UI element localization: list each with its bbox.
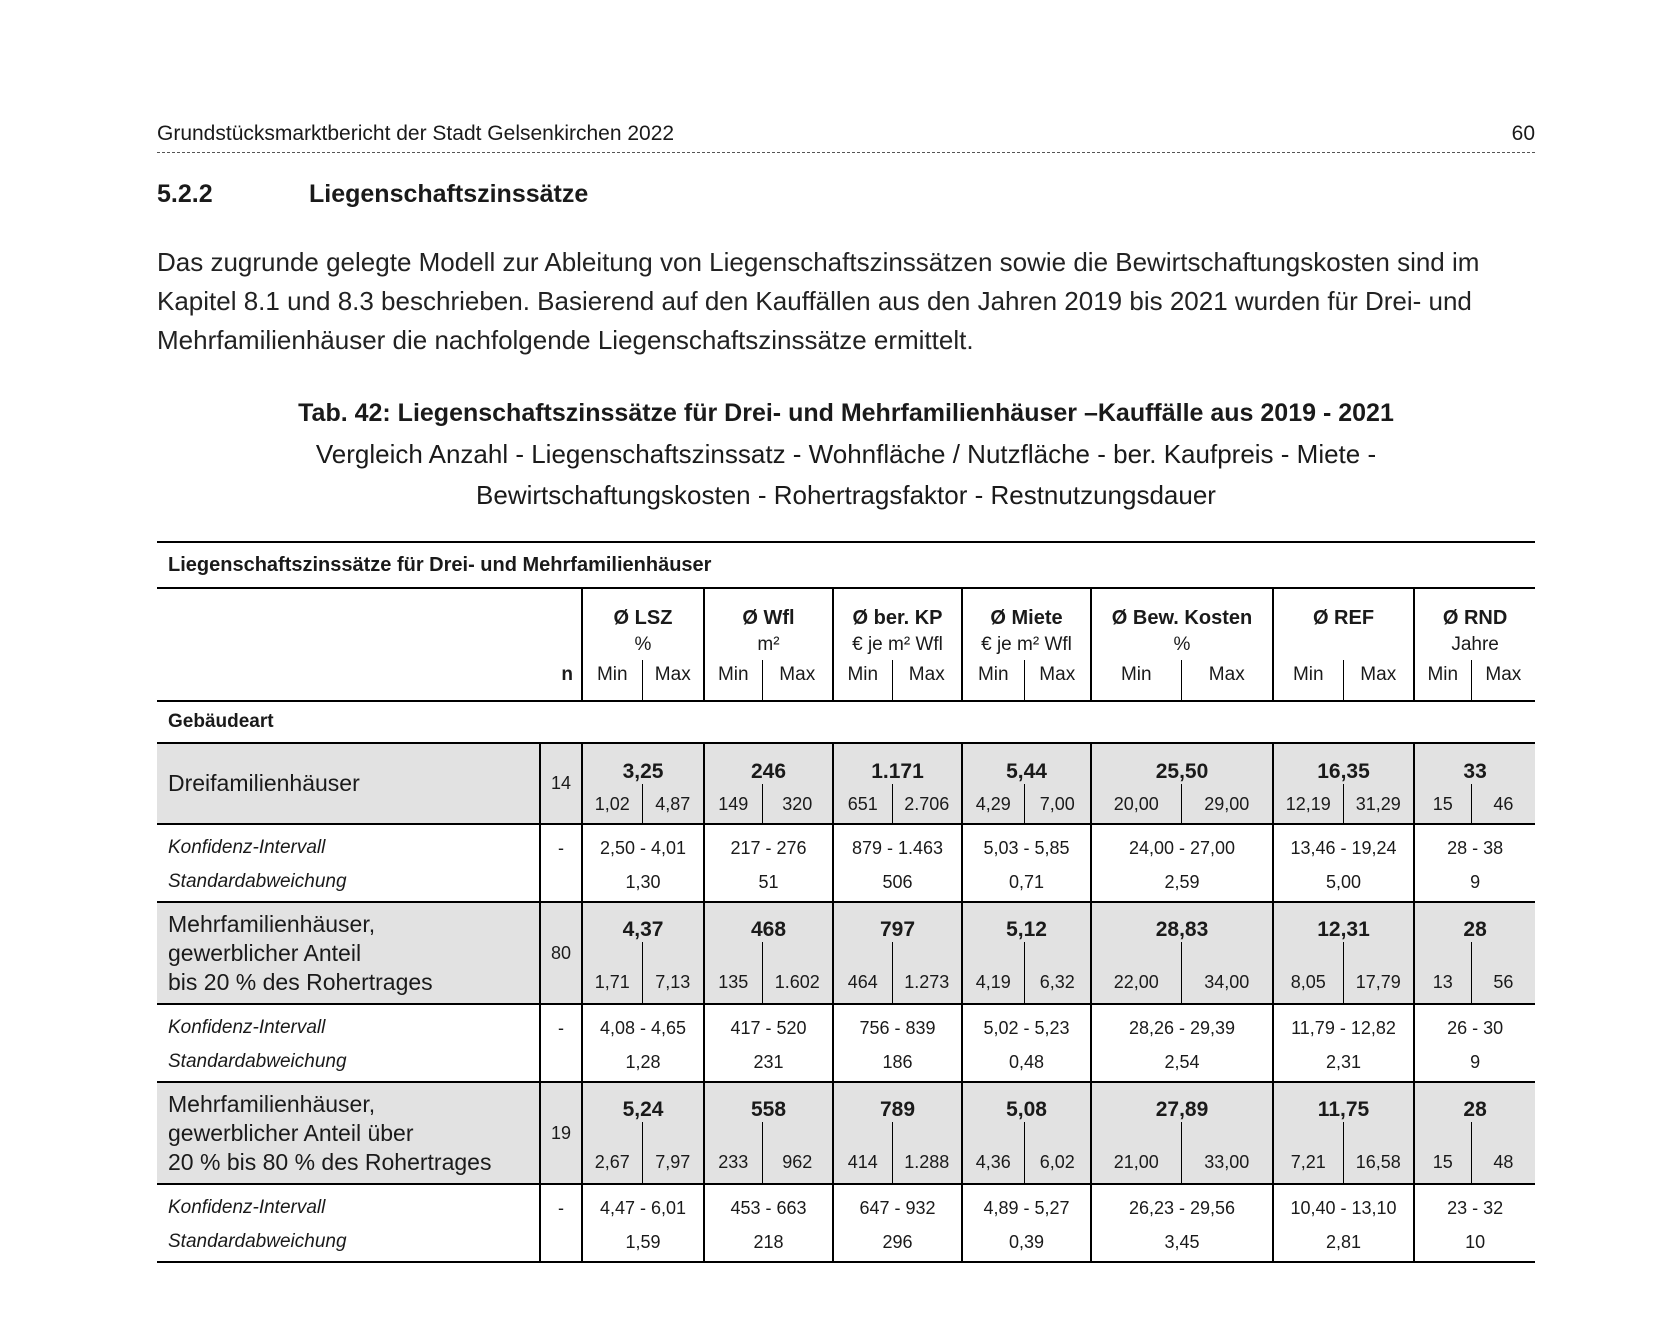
max-value: 4,87 bbox=[642, 784, 704, 824]
group-name bbox=[157, 902, 540, 1004]
intro-paragraph: Das zugrunde gelegte Modell zur Ableitung von Liegenschaftszinssätzen sowie die Bewirtschaftungskosten sind im Kapitel 8.1 und 8.3 beschrieben. Basierend auf den Kauffällen aus den Jahren 2019 bis 2021 wurden für Drei- und Mehrfamilienhäuser die nachfolgende Liegenschaftszinssätze ermittelt. bbox=[157, 247, 1480, 355]
sd-label: Standardabweichung bbox=[157, 1223, 540, 1262]
ki-value: 13,46 - 19,24 bbox=[1273, 824, 1414, 863]
min-value: 149 bbox=[704, 784, 762, 824]
column-unit: Jahre bbox=[1414, 630, 1535, 660]
ki-label: Konfidenz-Intervall bbox=[168, 1017, 326, 1038]
max-value: 320 bbox=[762, 784, 833, 824]
ki-value: 10,40 - 13,10 bbox=[1273, 1184, 1414, 1223]
ki-value: 4,08 - 4,65 bbox=[582, 1004, 704, 1043]
ki-row bbox=[157, 1184, 1535, 1223]
group-name bbox=[157, 1082, 540, 1184]
min-value: 22,00 bbox=[1091, 942, 1181, 1004]
ki-row bbox=[157, 824, 1535, 863]
max-header: Max bbox=[1181, 660, 1273, 701]
ki-row bbox=[157, 1004, 1535, 1043]
max-value: 1.288 bbox=[892, 1122, 962, 1184]
table-caption bbox=[157, 393, 1535, 515]
group-name-line: gewerblicher Anteil über bbox=[168, 1119, 414, 1146]
sd-value: 0,39 bbox=[962, 1223, 1091, 1262]
max-value: 46 bbox=[1471, 784, 1535, 824]
caption-title: Tab. 42: Liegenschaftszinssätze für Drei- und Mehrfamilienhäuser –Kauffälle aus 2019 - 2021 bbox=[298, 399, 1394, 427]
group-name-line: Mehrfamilienhäuser, bbox=[168, 910, 376, 937]
ki-value: 417 - 520 bbox=[704, 1004, 833, 1043]
max-header: Max bbox=[892, 660, 962, 701]
mean-value: 16,35 bbox=[1273, 743, 1414, 784]
ki-value: 756 - 839 bbox=[833, 1004, 962, 1043]
mean-value: 3,25 bbox=[582, 743, 704, 784]
min-value: 2,67 bbox=[582, 1122, 642, 1184]
max-header: Max bbox=[762, 660, 833, 701]
column-header: Ø RND bbox=[1414, 588, 1535, 630]
sd-row bbox=[157, 1223, 1535, 1262]
mean-value: 797 bbox=[833, 902, 962, 942]
sd-value: 506 bbox=[833, 863, 962, 902]
mean-value: 27,89 bbox=[1091, 1082, 1273, 1122]
min-value: 233 bbox=[704, 1122, 762, 1184]
ki-value: 879 - 1.463 bbox=[833, 824, 962, 863]
ki-value: 28 - 38 bbox=[1414, 824, 1535, 863]
sd-value: 2,59 bbox=[1091, 863, 1273, 902]
mean-value: 28 bbox=[1414, 902, 1535, 942]
ki-label: Konfidenz-Intervall bbox=[168, 1197, 326, 1218]
sd-value: 51 bbox=[704, 863, 833, 902]
column-unit: m² bbox=[704, 630, 833, 660]
max-value: 2.706 bbox=[892, 784, 962, 824]
group-count: 19 bbox=[540, 1082, 582, 1184]
min-value: 651 bbox=[833, 784, 892, 824]
min-value: 135 bbox=[704, 942, 762, 1004]
sd-value: 1,59 bbox=[582, 1223, 704, 1262]
sd-count-empty bbox=[540, 1223, 582, 1262]
min-header: Min bbox=[582, 660, 642, 701]
table-title: Liegenschaftszinssätze für Drei- und Mehrfamilienhäuser bbox=[157, 542, 1535, 588]
min-value: 20,00 bbox=[1091, 784, 1181, 824]
sd-count-empty bbox=[540, 1043, 582, 1082]
max-value: 1.273 bbox=[892, 942, 962, 1004]
max-value: 7,00 bbox=[1024, 784, 1091, 824]
column-header: Ø Wfl bbox=[704, 588, 833, 630]
min-value: 1,71 bbox=[582, 942, 642, 1004]
sd-value: 9 bbox=[1414, 863, 1535, 902]
sd-label: Standardabweichung bbox=[157, 863, 540, 902]
ki-value: 26 - 30 bbox=[1414, 1004, 1535, 1043]
column-header: Ø Miete bbox=[962, 588, 1091, 630]
sd-row bbox=[157, 1043, 1535, 1082]
ki-value: 4,89 - 5,27 bbox=[962, 1184, 1091, 1223]
column-unit: % bbox=[582, 630, 704, 660]
sd-value: 2,54 bbox=[1091, 1043, 1273, 1082]
ki-label: Konfidenz-Intervall bbox=[168, 837, 326, 858]
min-value: 1,02 bbox=[582, 784, 642, 824]
min-value: 12,19 bbox=[1273, 784, 1343, 824]
min-header: Min bbox=[962, 660, 1024, 701]
column-header: Ø Bew. Kosten bbox=[1091, 588, 1273, 630]
mean-value: 5,24 bbox=[582, 1082, 704, 1122]
sd-value: 1,28 bbox=[582, 1043, 704, 1082]
sd-value: 186 bbox=[833, 1043, 962, 1082]
min-value: 464 bbox=[833, 942, 892, 1004]
mean-value: 5,44 bbox=[962, 743, 1091, 784]
sd-value: 10 bbox=[1414, 1223, 1535, 1262]
sd-label: Standardabweichung bbox=[157, 1043, 540, 1082]
sd-value: 5,00 bbox=[1273, 863, 1414, 902]
max-value: 56 bbox=[1471, 942, 1535, 1004]
max-value: 34,00 bbox=[1181, 942, 1273, 1004]
ki-value: 647 - 932 bbox=[833, 1184, 962, 1223]
min-header: Min bbox=[1414, 660, 1471, 701]
group-name-line: Dreifamilienhäuser bbox=[168, 770, 360, 796]
min-value: 4,36 bbox=[962, 1122, 1024, 1184]
ki-count: - bbox=[540, 1004, 582, 1043]
mean-value: 25,50 bbox=[1091, 743, 1273, 784]
column-unit bbox=[1273, 630, 1414, 660]
ki-value: 24,00 - 27,00 bbox=[1091, 824, 1273, 863]
sd-value: 231 bbox=[704, 1043, 833, 1082]
min-header: Min bbox=[833, 660, 892, 701]
mean-value: 5,12 bbox=[962, 902, 1091, 942]
ki-value: 26,23 - 29,56 bbox=[1091, 1184, 1273, 1223]
group-name-line: Mehrfamilienhäuser, bbox=[168, 1090, 376, 1117]
document-title: Grundstücksmarktbericht der Stadt Gelsenkirchen 2022 bbox=[157, 122, 675, 145]
ki-count: - bbox=[540, 824, 582, 863]
sd-count-empty bbox=[540, 863, 582, 902]
min-header: Min bbox=[1091, 660, 1181, 701]
ki-value: 217 - 276 bbox=[704, 824, 833, 863]
sd-value: 9 bbox=[1414, 1043, 1535, 1082]
max-header: Max bbox=[1024, 660, 1091, 701]
group-count: 80 bbox=[540, 902, 582, 1004]
group-name-line: 20 % bis 80 % des Rohertrages bbox=[168, 1148, 492, 1175]
group-label: Gebäudeart bbox=[157, 701, 1535, 743]
min-value: 15 bbox=[1414, 1122, 1471, 1184]
min-value: 7,21 bbox=[1273, 1122, 1343, 1184]
section-number: 5.2.2 bbox=[157, 180, 213, 208]
caption-subtitle-line-2: Bewirtschaftungskosten - Rohertragsfaktor - Restnutzungsdauer bbox=[476, 480, 1216, 510]
max-value: 48 bbox=[1471, 1122, 1535, 1184]
min-value: 15 bbox=[1414, 784, 1471, 824]
ki-value: 4,47 - 6,01 bbox=[582, 1184, 704, 1223]
min-value: 21,00 bbox=[1091, 1122, 1181, 1184]
mean-value: 1.171 bbox=[833, 743, 962, 784]
mean-value: 11,75 bbox=[1273, 1082, 1414, 1122]
mean-value: 28 bbox=[1414, 1082, 1535, 1122]
sd-value: 0,71 bbox=[962, 863, 1091, 902]
max-value: 7,13 bbox=[642, 942, 704, 1004]
ki-value: 5,02 - 5,23 bbox=[962, 1004, 1091, 1043]
min-value: 8,05 bbox=[1273, 942, 1343, 1004]
sd-value: 0,48 bbox=[962, 1043, 1091, 1082]
sd-value: 3,45 bbox=[1091, 1223, 1273, 1262]
column-unit: € je m² Wfl bbox=[833, 630, 962, 660]
sd-value: 1,30 bbox=[582, 863, 704, 902]
min-value: 414 bbox=[833, 1122, 892, 1184]
mean-value: 28,83 bbox=[1091, 902, 1273, 942]
n-header: n bbox=[540, 660, 582, 701]
header-spacer bbox=[157, 588, 582, 630]
min-value: 4,19 bbox=[962, 942, 1024, 1004]
group-name-line: gewerblicher Anteil bbox=[168, 939, 362, 966]
group-row bbox=[157, 1082, 1535, 1122]
section-heading bbox=[157, 180, 588, 209]
max-header: Max bbox=[642, 660, 704, 701]
min-value: 4,29 bbox=[962, 784, 1024, 824]
ki-count: - bbox=[540, 1184, 582, 1223]
page-number: 60 bbox=[1511, 122, 1535, 145]
mean-value: 246 bbox=[704, 743, 833, 784]
mean-value: 468 bbox=[704, 902, 833, 942]
max-header: Max bbox=[1471, 660, 1535, 701]
header-spacer bbox=[157, 660, 540, 701]
column-unit: % bbox=[1091, 630, 1273, 660]
max-value: 6,32 bbox=[1024, 942, 1091, 1004]
group-row bbox=[157, 902, 1535, 942]
sd-value: 2,81 bbox=[1273, 1223, 1414, 1262]
max-value: 7,97 bbox=[642, 1122, 704, 1184]
max-value: 17,79 bbox=[1343, 942, 1414, 1004]
ki-value: 2,50 - 4,01 bbox=[582, 824, 704, 863]
column-unit: € je m² Wfl bbox=[962, 630, 1091, 660]
sd-value: 296 bbox=[833, 1223, 962, 1262]
header-spacer bbox=[157, 630, 582, 660]
column-header: Ø REF bbox=[1273, 588, 1414, 630]
mean-value: 4,37 bbox=[582, 902, 704, 942]
ki-value: 11,79 - 12,82 bbox=[1273, 1004, 1414, 1043]
mean-value: 558 bbox=[704, 1082, 833, 1122]
sd-row bbox=[157, 863, 1535, 902]
liegenschaftszins-table bbox=[157, 541, 1535, 1263]
group-count: 14 bbox=[540, 743, 582, 824]
max-value: 33,00 bbox=[1181, 1122, 1273, 1184]
column-header: Ø ber. KP bbox=[833, 588, 962, 630]
sd-value: 218 bbox=[704, 1223, 833, 1262]
max-header: Max bbox=[1343, 660, 1414, 701]
max-value: 962 bbox=[762, 1122, 833, 1184]
max-value: 31,29 bbox=[1343, 784, 1414, 824]
running-header bbox=[157, 120, 1535, 153]
mean-value: 5,08 bbox=[962, 1082, 1091, 1122]
ki-value: 5,03 - 5,85 bbox=[962, 824, 1091, 863]
group-name bbox=[157, 743, 540, 824]
group-name-line: bis 20 % des Rohertrages bbox=[168, 968, 433, 995]
max-value: 1.602 bbox=[762, 942, 833, 1004]
max-value: 16,58 bbox=[1343, 1122, 1414, 1184]
mean-value: 789 bbox=[833, 1082, 962, 1122]
caption-subtitle-line-1: Vergleich Anzahl - Liegenschaftszinssatz - Wohnfläche / Nutzfläche - ber. Kaufpreis - Miete - bbox=[315, 439, 1377, 469]
max-value: 29,00 bbox=[1181, 784, 1273, 824]
min-header: Min bbox=[704, 660, 762, 701]
ki-value: 23 - 32 bbox=[1414, 1184, 1535, 1223]
column-header: Ø LSZ bbox=[582, 588, 704, 630]
max-value: 6,02 bbox=[1024, 1122, 1091, 1184]
section-title: Liegenschaftszinssätze bbox=[309, 180, 589, 208]
ki-value: 28,26 - 29,39 bbox=[1091, 1004, 1273, 1043]
group-row bbox=[157, 743, 1535, 784]
mean-value: 12,31 bbox=[1273, 902, 1414, 942]
ki-value: 453 - 663 bbox=[704, 1184, 833, 1223]
sd-value: 2,31 bbox=[1273, 1043, 1414, 1082]
mean-value: 33 bbox=[1414, 743, 1535, 784]
min-value: 13 bbox=[1414, 942, 1471, 1004]
min-header: Min bbox=[1273, 660, 1343, 701]
